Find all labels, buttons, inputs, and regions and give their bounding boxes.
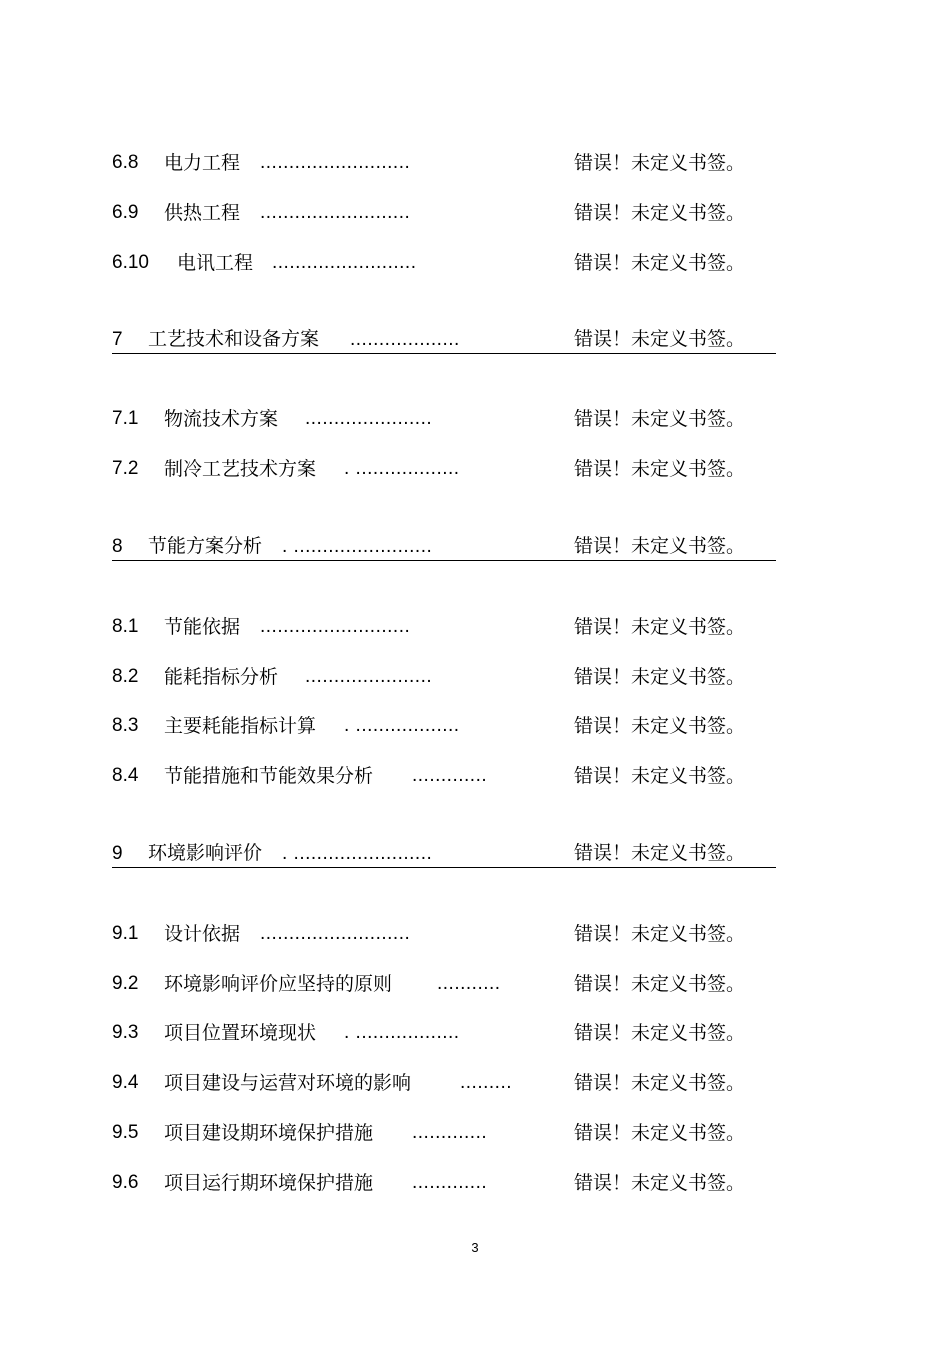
toc-entry-title: 电力工程 [164,152,241,174]
toc-chapter-8[interactable] [112,533,776,561]
toc-entry-number: 9 [112,843,123,864]
toc-chapter-7[interactable] [112,326,776,354]
toc-entry-title: 工艺技术和设备方案 [148,328,320,350]
toc-entry-page-ref: 错误！未定义书签。 [574,715,746,737]
toc-entry-page-ref: 错误！未定义书签。 [574,1122,746,1144]
toc-entry-title: 环境影响评价 [148,842,263,864]
toc-entry-number: 8.2 [112,666,139,687]
toc-entry-page-ref: 错误！未定义书签。 [574,328,746,350]
toc-entry-number: 9.6 [112,1172,139,1193]
toc-entry-page-ref: 错误！未定义书签。 [574,1072,746,1094]
toc-entry-number: 7 [112,329,123,350]
toc-entry-number: 9.3 [112,1022,139,1043]
toc-entry-number: 6.9 [112,202,139,223]
toc-entry-number: 8.1 [112,616,139,637]
toc-entry-title: 物流技术方案 [164,408,279,430]
toc-entry-number: 7.2 [112,458,139,479]
toc-entry-number: 8.4 [112,765,139,786]
toc-entry-page-ref: 错误！未定义书签。 [574,152,746,174]
toc-entry-page-ref: 错误！未定义书签。 [574,666,746,688]
toc-entry-leader: ............. [412,765,488,786]
toc-entry-leader: ......... [460,1072,513,1093]
toc-entry-page-ref: 错误！未定义书签。 [574,923,746,945]
toc-entry-page-ref: 错误！未定义书签。 [574,458,746,480]
toc-entry-title: 节能措施和节能效果分析 [164,765,374,787]
toc-entry-leader: . ........................ [282,843,433,864]
toc-entry-leader: . ........................ [282,536,433,557]
toc-entry-leader: ................... [350,329,460,350]
toc-entry-leader: ...................... [305,408,433,429]
toc-entry-leader: .......................... [260,152,411,173]
page-number: 3 [471,1240,479,1255]
toc-entry-title: 项目建设期环境保护措施 [164,1122,374,1144]
toc-entry-title: 设计依据 [164,923,241,945]
toc-entry-leader: .......................... [260,202,411,223]
toc-entry-number: 6.8 [112,152,139,173]
toc-entry-page-ref: 错误！未定义书签。 [574,1172,746,1194]
toc-entry-page-ref: 错误！未定义书签。 [574,535,746,557]
toc-entry-page-ref: 错误！未定义书签。 [574,202,746,224]
toc-entry-number: 8.3 [112,715,139,736]
toc-entry-title: 供热工程 [164,202,241,224]
toc-chapter-9[interactable] [112,840,776,868]
toc-entry-page-ref: 错误！未定义书签。 [574,842,746,864]
toc-entry-leader: ............. [412,1172,488,1193]
toc-entry-number: 7.1 [112,408,139,429]
toc-entry-number: 8 [112,536,123,557]
toc-entry-leader: ........... [437,973,501,994]
toc-entry-page-ref: 错误！未定义书签。 [574,252,746,274]
toc-entry-page-ref: 错误！未定义书签。 [574,616,746,638]
toc-entry-number: 6.10 [112,252,149,273]
toc-entry-title: 能耗指标分析 [164,666,279,688]
toc-entry-leader: ............. [412,1122,488,1143]
toc-entry-title: 电讯工程 [177,252,254,274]
toc-entry-title: 项目建设与运营对环境的影响 [164,1072,412,1094]
toc-entry-leader: . .................. [344,1022,460,1043]
toc-entry-page-ref: 错误！未定义书签。 [574,765,746,787]
toc-entry-page-ref: 错误！未定义书签。 [574,973,746,995]
toc-entry-number: 9.2 [112,973,139,994]
toc-entry-page-ref: 错误！未定义书签。 [574,1022,746,1044]
toc-entry-title: 节能依据 [164,616,241,638]
toc-entry-page-ref: 错误！未定义书签。 [574,408,746,430]
toc-entry-title: 主要耗能指标计算 [164,715,317,737]
toc-entry-number: 9.5 [112,1122,139,1143]
toc-entry-number: 9.1 [112,923,139,944]
toc-entry-leader: ...................... [305,666,433,687]
toc-entry-leader: .......................... [260,923,411,944]
toc-entry-leader: .......................... [260,616,411,637]
toc-entry-title: 环境影响评价应坚持的原则 [164,973,393,995]
toc-entry-leader: . .................. [344,715,460,736]
toc-entry-title: 项目位置环境现状 [164,1022,317,1044]
toc-entry-leader: . .................. [344,458,460,479]
toc-entry-title: 项目运行期环境保护措施 [164,1172,374,1194]
toc-entry-title: 节能方案分析 [148,535,263,557]
toc-entry-number: 9.4 [112,1072,139,1093]
toc-entry-title: 制冷工艺技术方案 [164,458,317,480]
toc-entry-leader: ......................... [272,252,417,273]
